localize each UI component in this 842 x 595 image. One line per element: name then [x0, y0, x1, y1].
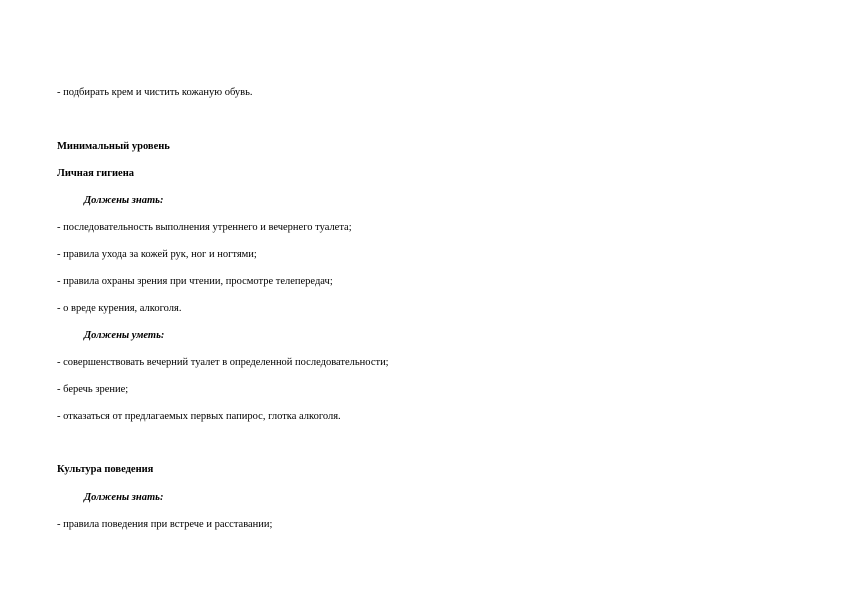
list-item-shoe-care: - подбирать крем и чистить кожаную обувь. — [57, 87, 253, 98]
list-item-skin-care: - правила ухода за кожей рук, ног и ногтями; — [57, 249, 257, 260]
list-item-harm-smoking: - о вреде курения, алкоголя. — [57, 303, 182, 314]
list-item-meeting-rules: - правила поведения при встрече и расставании; — [57, 519, 273, 530]
list-item-refuse-offers: - отказаться от предлагаемых первых папирос, глотка алкоголя. — [57, 411, 341, 422]
list-item-eye-protection: - правила охраны зрения при чтении, просмотре телепередач; — [57, 276, 333, 287]
list-item-evening-toilet: - совершенствовать вечерний туалет в определенной последовательности; — [57, 357, 389, 368]
section-heading-behavior-culture: Культура поведения — [57, 464, 154, 475]
list-item-toilet-sequence: - последовательность выполнения утреннего и вечернего туалета; — [57, 222, 352, 233]
subheading-must-know-2: Должены знать: — [84, 492, 164, 503]
subheading-must-know: Должены знать: — [84, 195, 164, 206]
subheading-must-be-able: Должены уметь: — [84, 330, 165, 341]
section-heading-personal-hygiene: Личная гигиена — [57, 168, 134, 179]
list-item-protect-eyes: - беречь зрение; — [57, 384, 129, 395]
section-heading-minimal-level: Минимальный уровень — [57, 141, 170, 152]
